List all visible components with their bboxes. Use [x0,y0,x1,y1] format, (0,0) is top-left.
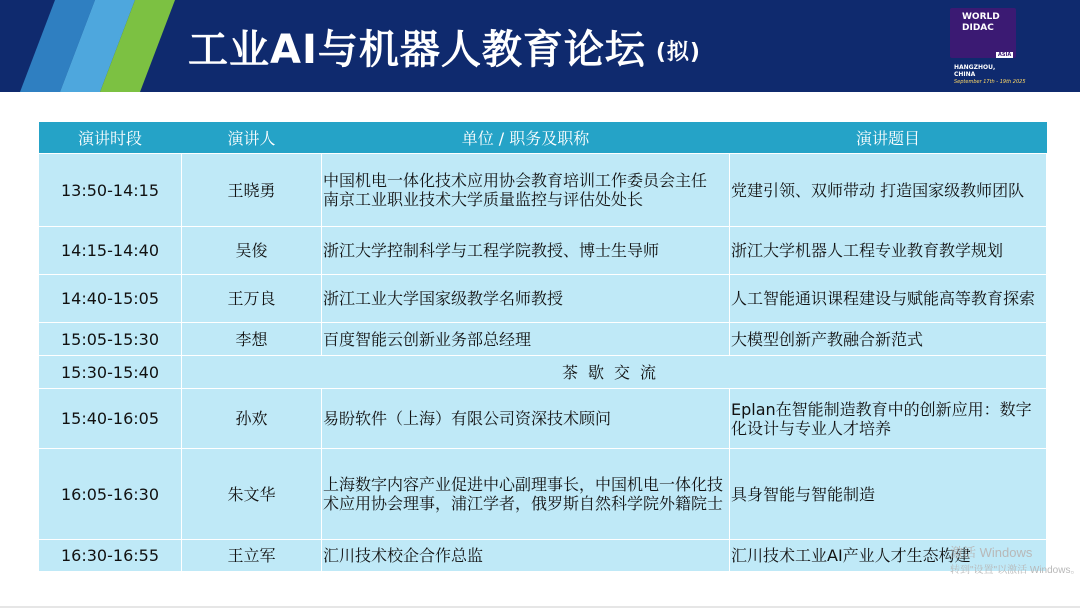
agenda-table [38,122,1047,572]
watermark-line2: 转到"设置"以激活 Windows。 [950,565,1080,576]
unit-cell: 百度智能云创新业务部总经理 [322,323,730,356]
time-cell: 16:05-16:30 [39,449,182,540]
time-cell: 15:30-15:40 [39,356,182,389]
world-didac-logo [950,8,1026,88]
time-cell: 15:05-15:30 [39,323,182,356]
table-row [39,540,1047,572]
page-title [188,18,701,75]
speaker-cell: 孙欢 [182,389,322,449]
unit-cell: 易盼软件（上海）有限公司资深技术顾问 [322,389,730,449]
unit-cell: 上海数字内容产业促进中心副理事长，中国机电一体化技术应用协会理事，浦江学者，俄罗斯自然科学院外籍院士 [322,449,730,540]
bottom-divider [0,606,1080,608]
speaker-cell: 朱文华 [182,449,322,540]
table-row [39,449,1047,540]
table-row [39,154,1047,227]
header-time: 演讲时段 [39,122,182,154]
speaker-cell: 王晓勇 [182,154,322,227]
header-speaker: 演讲人 [182,122,322,154]
unit-cell: 汇川技术校企合作总监 [322,540,730,572]
logo-badge: ASIA [998,52,1012,58]
table-row [39,275,1047,323]
speaker-cell: 王万良 [182,275,322,323]
unit-cell: 浙江工业大学国家级教学名师教授 [322,275,730,323]
unit-cell [322,154,730,227]
topic-cell: Eplan在智能制造教育中的创新应用：数字化设计与专业人才培养 [730,389,1047,449]
table-header-row [39,122,1047,154]
speaker-cell: 王立军 [182,540,322,572]
topic-cell: 人工智能通识课程建设与赋能高等教育探索 [730,275,1047,323]
windows-activation-watermark [950,544,1080,580]
slide-header [0,0,1080,92]
time-cell: 14:15-14:40 [39,227,182,275]
logo-city1: HANGZHOU, [954,64,996,71]
logo-city [954,64,995,78]
topic-cell: 汇川技术工业AI产业人才生态构建 [730,540,1047,572]
topic-cell: 浙江大学机器人工程专业教育教学规划 [730,227,1047,275]
logo-dates: September 17th - 19th 2025 [954,79,1026,85]
unit-cell: 浙江大学控制科学与工程学院教授、博士生导师 [322,227,730,275]
unit-line: 南京工业职业技术大学质量监控与评估处处长 [323,190,644,209]
table-row-break [39,356,1047,389]
time-cell: 13:50-14:15 [39,154,182,227]
time-cell: 16:30-16:55 [39,540,182,572]
unit-line: 中国机电一体化技术应用协会教育培训工作委员会主任 [323,171,708,190]
title-text: 工业AI与机器人教育论坛 [188,27,646,73]
logo-city2: CHINA [954,71,976,78]
header-topic: 演讲题目 [730,122,1047,154]
topic-cell: 大模型创新产教融合新范式 [730,323,1047,356]
topic-cell: 具身智能与智能制造 [730,449,1047,540]
break-cell: 茶歇交流 [182,356,1047,389]
table-row [39,389,1047,449]
logo-wordmark [962,12,1000,34]
table-row [39,323,1047,356]
table-row [39,227,1047,275]
speaker-cell: 吴俊 [182,227,322,275]
header-unit: 单位 / 职务及职称 [322,122,730,154]
decorative-stripes [0,0,200,92]
time-cell: 15:40-16:05 [39,389,182,449]
logo-line2: DIDAC [962,23,994,33]
speaker-cell: 李想 [182,323,322,356]
logo-line1: WORLD [962,12,1000,22]
title-suffix: (拟) [655,40,701,65]
time-cell: 14:40-15:05 [39,275,182,323]
watermark-line1: 激活 Windows [950,545,1033,560]
topic-cell: 党建引领、双师带动 打造国家级教师团队 [730,154,1047,227]
